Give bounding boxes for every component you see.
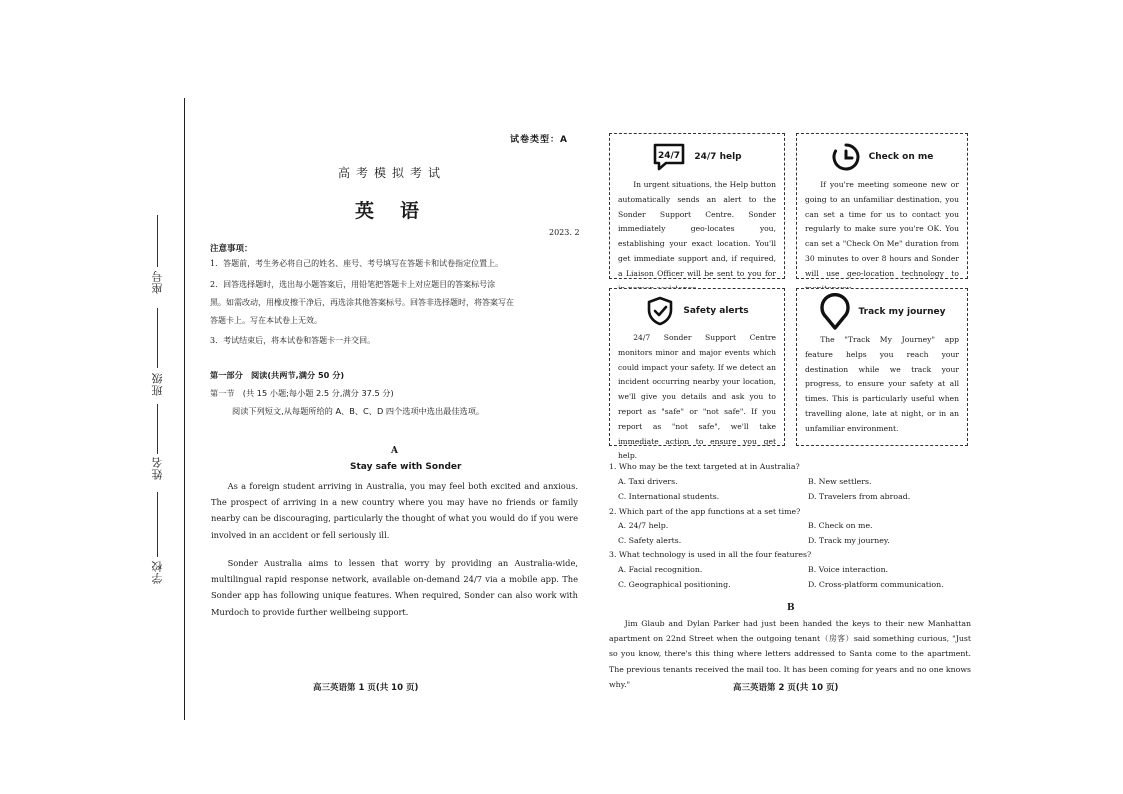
passage-a-para-2: Sonder Australia aims to lessen that worry by providing an Australia-wide, multilingual rapid response network, available on-demand 24/7 via a mobile app. The Sonder app has following unique features. When required, Sonder can also work with Murdoch to provide further wellbeing support.	[211, 558, 578, 617]
question-2-option-c: C. Safety alerts.	[618, 536, 682, 545]
passage-a-letter: A	[391, 446, 398, 456]
footer-left: 高三英语第 1 页(共 10 页)	[313, 683, 419, 693]
exam-date: 2023. 2	[549, 228, 580, 237]
exam-title: 高考模拟考试	[338, 166, 447, 180]
note-item-1: 1．答题前，考生务必将自己的姓名、座号、考号填写在答题卡和试卷指定位置上。	[210, 259, 504, 268]
question-1-option-c: C. International students.	[618, 492, 720, 501]
paper-type: 试卷类型：A	[510, 135, 568, 145]
school-label: 学校	[151, 560, 164, 584]
note-item-2b: 黑。如需改动，用橡皮擦干净后，再选涂其他答案标号。回答非选择题时，将答案写在	[210, 298, 514, 307]
question-3-option-c: C. Geographical positioning.	[618, 580, 731, 589]
school-blank	[157, 492, 158, 557]
note-item-2c: 答题卡上。写在本试卷上无效。	[210, 316, 322, 325]
question-3-option-b: B. Voice interaction.	[808, 565, 889, 574]
card-body-journey: The "Track My Journey" app feature helps you reach your destination while we track your progress, to ensure your safety at all times. This is particularly useful when travelling alone, late at night, or in an unfamiliar environment.	[805, 335, 959, 433]
card-title-safety: Safety alerts	[683, 306, 749, 316]
footer-right: 高三英语第 2 页(共 10 页)	[733, 683, 839, 693]
binding-line	[184, 98, 185, 720]
passage-b-para-1: Jim Glaub and Dylan Parker had just been handed the keys to their new Manhattan apartment on 22nd Street when the outgoing tenant（房客）said something curious, "Just so you know, there's this thing where letters addressed to Santa come to the apartment. The previous tenants received the mail too. It has been coming for years and no one knows why."	[609, 619, 971, 689]
card-title-journey: Track my journey	[858, 307, 946, 317]
card-title-check: Check on me	[868, 152, 934, 162]
question-1-option-d: D. Travelers from abroad.	[808, 492, 911, 501]
question-2-option-b: B. Check on me.	[808, 521, 873, 530]
passage-a-title: Stay safe with Sonder	[350, 462, 462, 472]
note-item-3: 3．考试结束后，将本试卷和答题卡一并交回。	[210, 336, 376, 345]
passage-a-para-1: As a foreign student arriving in Australia, you may feel both excited and anxious. The prospect of arriving in a new country where you may have no friends or family nearby can be discouraging, particularly the thought of what you would do if you were involved in an accident or fell seriously ill.	[211, 481, 578, 540]
question-1-stem: 1. Who may be the text targeted at in Australia?	[609, 462, 800, 471]
notes-heading: 注意事项：	[210, 244, 253, 254]
card-safety-alerts	[609, 288, 785, 461]
note-item-2a: 2．回答选择题时，选出每小题答案后，用铅笔把答题卡上对应题目的答案标号涂	[210, 280, 496, 289]
name-blank	[157, 404, 158, 454]
card-body-safety: 24/7 Sonder Support Centre monitors minor and major events which could impact your safety. If we detect an incident occurring nearby your location, we'll give you details and ask you to report as "safe" or "not safe". If you report as "not safe", we'll take immediate action to ensure you get help.	[618, 333, 776, 461]
clock-icon	[831, 142, 861, 172]
reading-instruction: 阅读下列短文,从每题所给的 A、B、C、D 四个选项中选出最佳选项。	[232, 406, 485, 416]
question-2-option-d: D. Track my journey.	[808, 536, 890, 545]
card-24-7-help	[609, 133, 785, 279]
shield-check-icon	[645, 295, 675, 327]
section-one-heading: 第一节 (共 15 小题;每小题 2.5 分,满分 37.5 分)	[210, 388, 394, 398]
class-label: 班级	[151, 372, 164, 396]
question-3-option-d: D. Cross-platform communication.	[808, 580, 944, 589]
card-check-on-me	[796, 133, 968, 279]
question-2-option-a: A. 24/7 help.	[618, 521, 669, 530]
seat-blank	[157, 215, 158, 267]
seat-label: 座号	[151, 270, 164, 294]
subject-title: 英语	[355, 200, 446, 222]
question-3-stem: 3. What technology is used in all the four features?	[609, 550, 812, 559]
card-body-check: If you're meeting someone new or going to an unfamiliar destination, you can set a time for us to contact you regularly to make sure you're OK. You can set a "Check On Me" duration from 30 minutes to over 8 hours and Sonder will use geo-location technology to	[805, 180, 959, 278]
question-3-option-a: A. Facial recognition.	[618, 565, 703, 574]
question-1-option-b: B. New settlers.	[808, 477, 872, 486]
class-blank	[157, 308, 158, 368]
card-track-journey	[796, 288, 968, 446]
name-label: 姓名	[151, 456, 164, 480]
card-body-help: In urgent situations, the Help button automatically sends an alert to the Sonder Support Centre. Sonder immediately geo-locates you, establishing your exact location. You'll get immediate support and, if required, a Liaison Officer will be sent to you for	[618, 180, 776, 278]
question-1-option-a: A. Taxi drivers.	[618, 477, 678, 486]
passage-b-letter: B	[787, 603, 795, 613]
location-pin-icon	[819, 293, 851, 331]
card-title-help: 24/7 help	[694, 152, 742, 162]
speech-bubble-24-7-icon	[652, 142, 686, 172]
question-2-stem: 2. Which part of the app functions at a set time?	[609, 507, 801, 516]
part-one-heading: 第一部分 阅读(共两节,满分 50 分)	[210, 370, 345, 380]
icon-text: 24/7	[658, 151, 681, 161]
